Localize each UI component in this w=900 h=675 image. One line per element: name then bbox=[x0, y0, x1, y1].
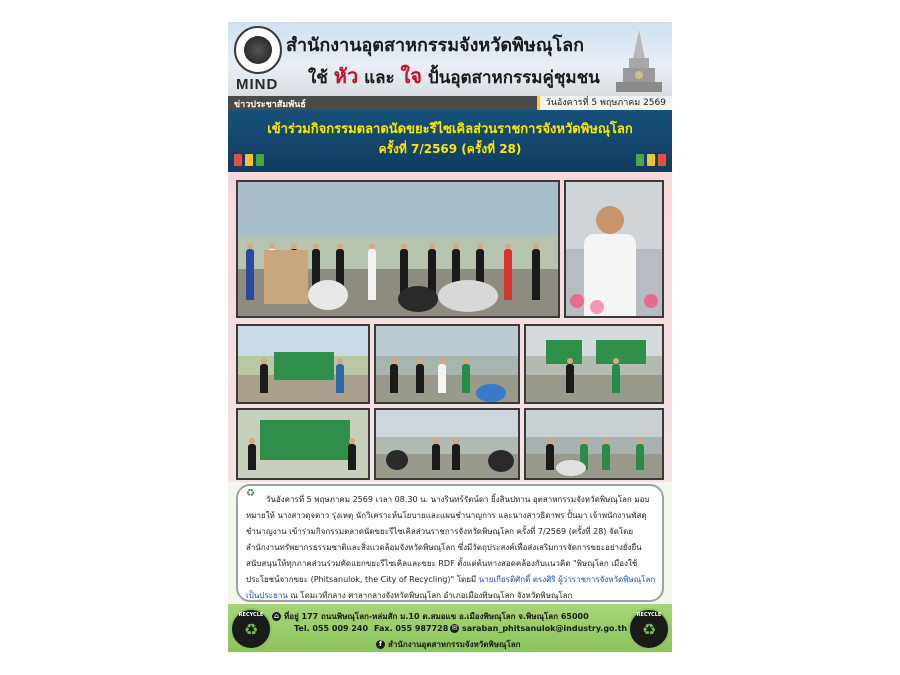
group-photo bbox=[236, 180, 560, 318]
home-icon: ⌂ bbox=[273, 612, 279, 620]
banner-title: เข้าร่วมกิจกรรมตลาดนัดขยะรีไซเคิลส่วนราชการจังหวัดพิษณุโลก bbox=[267, 122, 633, 137]
recycle-bin-icon bbox=[658, 154, 666, 166]
news-label: ข่าวประชาสัมพันธ์ bbox=[234, 100, 306, 110]
footer bbox=[228, 604, 672, 652]
agency-slogan: ใช้ หัว และ ใจ ปั้นอุตสาหกรรมคู่ชุมชน bbox=[308, 64, 600, 88]
recycle-bin-icon bbox=[636, 154, 644, 166]
event-photo bbox=[524, 324, 664, 404]
agency-title: สำนักงานอุตสาหกรรมจังหวัดพิษณุโลก bbox=[286, 35, 585, 56]
facebook-icon: f bbox=[376, 640, 385, 649]
recycle-badge-left: RECYCLE ♻ bbox=[230, 608, 272, 650]
event-photo bbox=[236, 324, 370, 404]
footer-fax: Fax. 055 987728 bbox=[374, 624, 449, 633]
pagoda-illustration bbox=[612, 28, 666, 94]
chairperson-highlight: นายเกียรติศักดิ์ ตรงศิริ ผู้ว่าราชการจังหวัดพิษณุโลก เป็นประธาน bbox=[246, 575, 656, 600]
recycle-bin-icon bbox=[245, 154, 253, 166]
news-body-text: วันอังคารที่ 5 พฤษภาคม 2569 เวลา 08.30 น. นางรินทร์รัตน์ดา ยิ้งสินปทาน อุตสาหกรรมจังหวัดพิษณุโลก มอบหมายให้ นางสาวดุจดาว รุ่งเหตุ นักวิเคราะห์นโยบายและแผนชำนาญการ และนางสาวธิดาพร ปั้นมา เจ้าพนักงานพัสดุชำนาญงาน เข้าร่วมกิจกรรมตลาดนัดขยะรีไซเคิลส่วนราชการจังหวัดพิษณุโลก ครั้งที่ 7/2569 (ครั้งที่ 28) จัดโดย สำนักงานทรัพยากรธรรมชาติและสิ่งแวดล้อมจังหวัดพิษณุโลก ซึ่งมีวัตถุประสงค์เพื่อส่งเสริมการจัดการขยะอย่างยั่งยืนสนับสนุนให้ทุกภาคส่วนร่วมคัดแยกขยะรีไซเคิลและขยะ RDF ตั้งแต่ต้นทางสอดคล้องกับแนวคิด "พิษณุโลก เมืองใช้ประโยชน์จากขยะ (Phitsanulok, the City of Recycling)" โดยมี นายเกียรติศักดิ์ ตรงศิริ ผู้ว่าราชการจังหวัดพิษณุโลก เป็นประธาน ณ โดมเวทีกลาง ศาลากลางจังหวัดพิษณุโลก อำเภอเมืองพิษณุโลก จังหวัดพิษณุโลก bbox=[246, 495, 656, 600]
event-photo bbox=[236, 408, 370, 480]
recycle-icon: ♻ bbox=[246, 488, 255, 499]
news-bar bbox=[228, 96, 672, 110]
mind-logo-text: MIND bbox=[236, 76, 279, 93]
email-icon: ✉ bbox=[451, 624, 458, 632]
footer-address: ⌂ ที่อยู่ 177 ถนนพิษณุโลก-หล่มสัก ม.10 ต.สมอแข อ.เมืองพิษณุโลก จ.พิษณุโลก 65000 bbox=[273, 612, 589, 621]
event-photo bbox=[524, 408, 664, 480]
recycle-badge-right: RECYCLE ♻ bbox=[628, 608, 670, 650]
governor-photo bbox=[564, 180, 664, 318]
recycle-bin-icon bbox=[647, 154, 655, 166]
date-label: วันอังคารที่ 5 พฤษภาคม 2569 bbox=[537, 96, 672, 110]
banner-subtitle: ครั้งที่ 7/2569 (ครั้งที่ 28) bbox=[378, 142, 522, 156]
footer-email: ✉ saraban_phitsanulok@industry.go.th bbox=[451, 624, 628, 633]
recycle-bin-icon bbox=[256, 154, 264, 166]
photo-collage bbox=[228, 172, 672, 482]
event-photo bbox=[374, 324, 520, 404]
footer-facebook: f สำนักงานอุตสาหกรรมจังหวัดพิษณุโลก bbox=[376, 638, 520, 651]
news-body-box bbox=[236, 484, 664, 602]
header bbox=[228, 22, 672, 96]
agency-seal-logo bbox=[234, 26, 282, 74]
event-photo bbox=[374, 408, 520, 480]
title-banner bbox=[228, 110, 672, 172]
recycle-bin-icon bbox=[234, 154, 242, 166]
footer-tel: Tel. 055 009 240 bbox=[294, 624, 369, 633]
press-release-poster bbox=[228, 22, 672, 652]
